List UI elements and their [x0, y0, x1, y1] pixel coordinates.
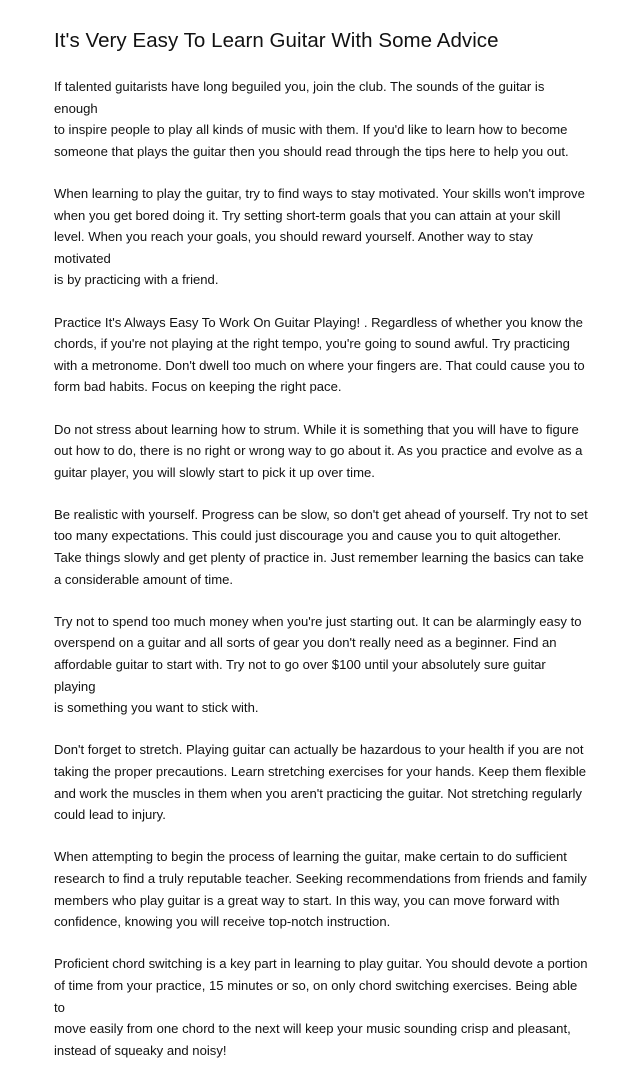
document-page — [54, 28, 588, 1082]
paragraph-teacher: When attempting to begin the process of learning the guitar, make certain to do sufficient research to find a truly reputable teacher. Seeking recommendations from friends and family members who play guitar is a great way to start. In this way, you can move forward with confidence, knowing you will receive top-notch instruction. — [54, 849, 587, 930]
paragraph-motivation: When learning to play the guitar, try to find ways to stay motivated. Your skills won't improve when you get bored doing it. Try setting short-term goals that you can attain at your skill level. When you reach your goals, you should reward yourself. Another way to stay motivated is by practicing with a friend. — [54, 185, 585, 288]
paragraph-chord-switching: Proficient chord switching is a key part in learning to play guitar. You should devote a portion of time from your practice, 15 minutes or so, on only chord switching exercises. Being able to move easily from one chord to the next will keep your music sounding crisp and pleasant, instead of squeaky and noisy! — [54, 956, 588, 1058]
paragraph-stretch: Don't forget to stretch. Playing guitar can actually be hazardous to your health if you are not taking the proper precautions. Learn stretching exercises for your hands. Keep them flexible and work the muscles in them when you aren't practicing the guitar. Not stretching regularly could lead to injury. — [54, 742, 587, 823]
paragraph-intro: If talented guitarists have long beguiled you, join the club. The sounds of the guitar is enough to inspire people to play all kinds of music with them. If you'd like to learn how to become someone that plays the guitar then you should read through the tips here to help you out. — [54, 79, 569, 159]
document-title: It's Very Easy To Learn Guitar With Some Advice — [54, 29, 499, 52]
paragraph-strumming: Do not stress about learning how to strum. While it is something that you will have to figure out how to do, there is no right or wrong way to go about it. As you practice and evolve as a guitar player, you will slowly start to pick it up over time. — [54, 421, 583, 480]
paragraph-realistic: Be realistic with yourself. Progress can be slow, so don't get ahead of yourself. Try not to set too many expectations. This could just discourage you and cause you to quit altogether. Take things slowly and get plenty of practice in. Just remember learning the basics can take a considerable amount of time. — [54, 506, 588, 587]
paragraph-tempo: Practice It's Always Easy To Work On Guitar Playing! . Regardless of whether you know the chords, if you're not playing at the right tempo, you're going to sound awful. Try practicing with a metronome. Don't dwell too much on where your fingers are. That could cause you to form bad habits. Focus on keeping the right pace. — [54, 314, 585, 395]
paragraph-budget: Try not to spend too much money when you're just starting out. It can be alarmingly easy to overspend on a guitar and all sorts of gear you don't really need as a beginner. Find an affordable guitar to start with. Try not to go over $100 until your absolutely sure guitar playing is something you want to stick with. — [54, 613, 582, 716]
